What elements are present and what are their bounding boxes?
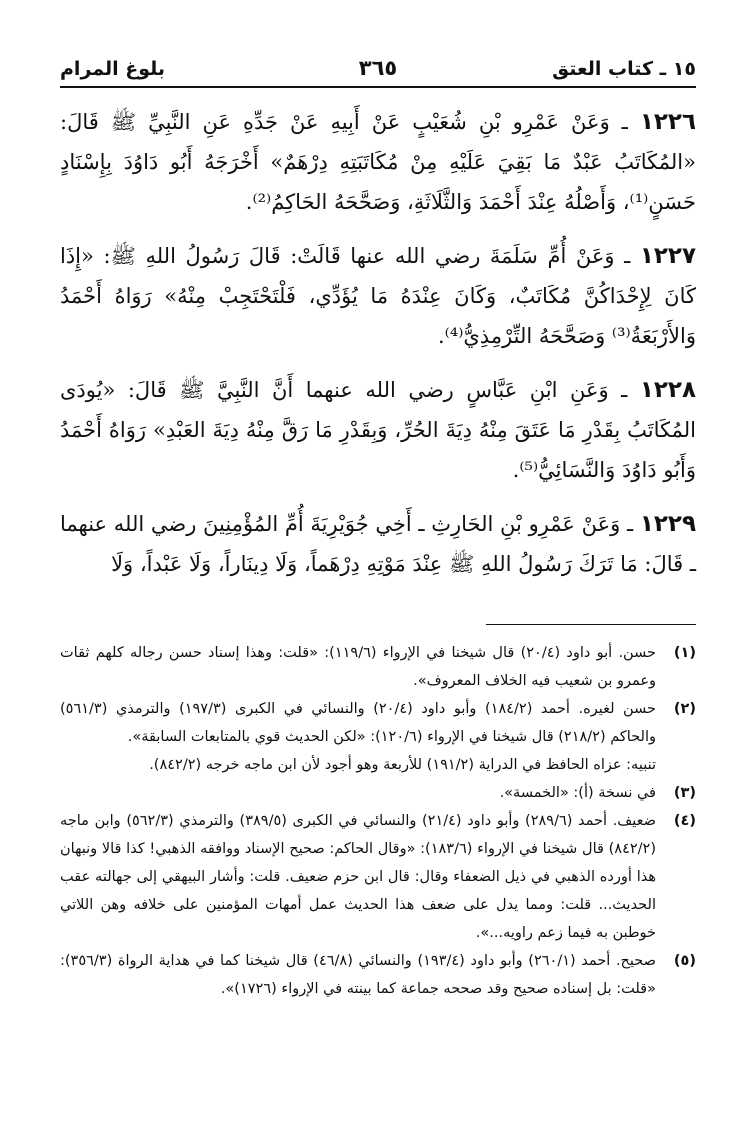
footnote-4 xyxy=(60,807,696,947)
page-header xyxy=(60,52,696,88)
page-number: ٣٦٥ xyxy=(358,56,398,80)
hadith-text: ـ وَعَنْ أُمِّ سَلَمَةَ رضي الله عنها قَالَتْ: قَالَ رَسُولُ اللهِ ﷺ: «إِذَا كَانَ لِإِحْدَاكُنَّ مُكَاتَبٌ، وَكَانَ عِنْدَهُ مَا يُؤَدِّي، فَلْتَحْتَجِبْ مِنْهُ» رَوَاهُ أَحْمَدُ وَالأَرْبَعَةُ⁽³⁾ وَصَحَّحَهُ التِّرْمِذِيُّ⁽⁴⁾. xyxy=(60,244,696,348)
hadith-number: ١٢٢٦ xyxy=(639,109,696,135)
footnote-1 xyxy=(60,639,696,695)
footnote-number: (٣) xyxy=(673,785,696,801)
hadith-number: ١٢٢٨ xyxy=(639,377,696,403)
footnote-number: (٥) xyxy=(673,953,696,969)
footnote-2-notice: تنبيه: عزاه الحافظ في الدراية (١٩١/٢) للأربعة وهو أجود لأن ابن ماجه خرجه (٨٤٢/٢). xyxy=(149,757,656,773)
hadith-text: ـ وَعَنْ عَمْرِو بْنِ الحَارِثِ ـ أَخِي جُوَيْرِيَةَ أُمِّ المُؤْمِنِينَ رضي الله عنهما ـ قَالَ: مَا تَرَكَ رَسُولُ اللهِ ﷺ عِنْدَ مَوْتِهِ دِرْهَماً، وَلَا دِينَاراً، وَلَا عَبْداً، وَلَا xyxy=(60,512,696,576)
footnote-number: (٢) xyxy=(673,701,696,717)
hadith-text: ـ وَعَنِ ابْنِ عَبَّاسٍ رضي الله عنهما أَنَّ النَّبِيَّ ﷺ قَالَ: «يُودَى المُكَاتَبُ بِقَدْرِ مَا عَتَقَ مِنْهُ دِيَةَ الحُرِّ، وَبِقَدْرِ مَا رَقَّ مِنْهُ دِيَةَ العَبْدِ» رَوَاهُ أَحْمَدُ وَأَبُو دَاوُدَ وَالنَّسَائِيُّ⁽⁵⁾. xyxy=(60,378,696,482)
footnote-text: ضعيف. أحمد (٢٨٩/٦) وأبو داود (٢١/٤) والنسائي في الكبرى (٣٨٩/٥) والترمذي (٥٦٢/٣) وابن ماجه (٨٤٢/٢) قال شيخنا في الإرواء (١٨٣/٦): «وقال الحاكم: صحيح الإسناد ووافقه الذهبي! كذا قالا ونبهان هذا أورده الذهبي في ذيل الضعفاء وقال: قال ابن حزم ضعيف. قلت: وأشار البيهقي إلى جهالته عقب الحديث... قلت: ومما يدل على ضعف هذا الحديث عمل أمهات المؤمنين على خلافه وهن اللاتي خوطبن به فيما زعم راويه...». xyxy=(60,813,656,941)
book-title: بلوغ المرام xyxy=(60,58,166,80)
hadith-1228 xyxy=(60,370,696,490)
footnote-text: حسن. أبو داود (٢٠/٤) قال شيخنا في الإرواء (١١٩/٦): «قلت: وهذا إسناد حسن رجاله كلهم ثقات وعمرو بن شعيب فيه الخلاف المعروف». xyxy=(60,645,656,689)
hadith-1226 xyxy=(60,102,696,222)
footnote-2 xyxy=(60,695,696,751)
footnote-text: في نسخة (أ): «الخمسة». xyxy=(499,785,656,801)
footnote-5 xyxy=(60,947,696,1003)
hadith-number: ١٢٢٩ xyxy=(639,511,696,537)
main-text xyxy=(60,102,696,584)
footnote-3 xyxy=(60,779,696,807)
hadith-text: ـ وَعَنْ عَمْرِو بْنِ شُعَيْبٍ عَنْ أَبِيهِ عَنْ جَدِّهِ عَنِ النَّبِيِّ ﷺ قَالَ: «المُكَاتَبُ عَبْدٌ مَا بَقِيَ عَلَيْهِ مِنْ مُكَاتَبَتِهِ دِرْهَمٌ» أَخْرَجَهُ أَبُو دَاوُدَ بِإِسْنَادٍ حَسَنٍ⁽¹⁾، وَأَصْلُهُ عِنْدَ أَحْمَدَ وَالثَّلَاثَةِ، وَصَحَّحَهُ الحَاكِمُ⁽²⁾. xyxy=(60,110,696,214)
chapter-title: ١٥ ـ كتاب العتق xyxy=(552,58,696,80)
book-page xyxy=(60,52,696,1003)
footnote-divider xyxy=(486,624,696,625)
footnote-text: صحيح. أحمد (٢٦٠/١) وأبو داود (١٩٣/٤) والنسائي (٤٦/٨) قال شيخنا كما في هداية الرواة (٣٥٦/٣): «قلت: بل إسناده صحيح وقد صححه جماعة كما بينته في الإرواء (١٧٢٦)». xyxy=(60,953,656,997)
footnote-number: (٤) xyxy=(673,813,696,829)
hadith-1227 xyxy=(60,236,696,356)
hadith-1229 xyxy=(60,504,696,584)
hadith-number: ١٢٢٧ xyxy=(639,243,696,269)
footnote-number: (١) xyxy=(673,645,696,661)
footnote-text: حسن لغيره. أحمد (١٨٤/٢) وأبو داود (٢٠/٤) والنسائي في الكبرى (١٩٧/٣) والترمذي (٥٦١/٣) والحاكم (٢١٨/٢) قال شيخنا في الإرواء (١٢٠/٦): «لكن الحديث قوي بالمتابعات السابقة». xyxy=(60,701,656,745)
footnotes xyxy=(60,639,696,1003)
